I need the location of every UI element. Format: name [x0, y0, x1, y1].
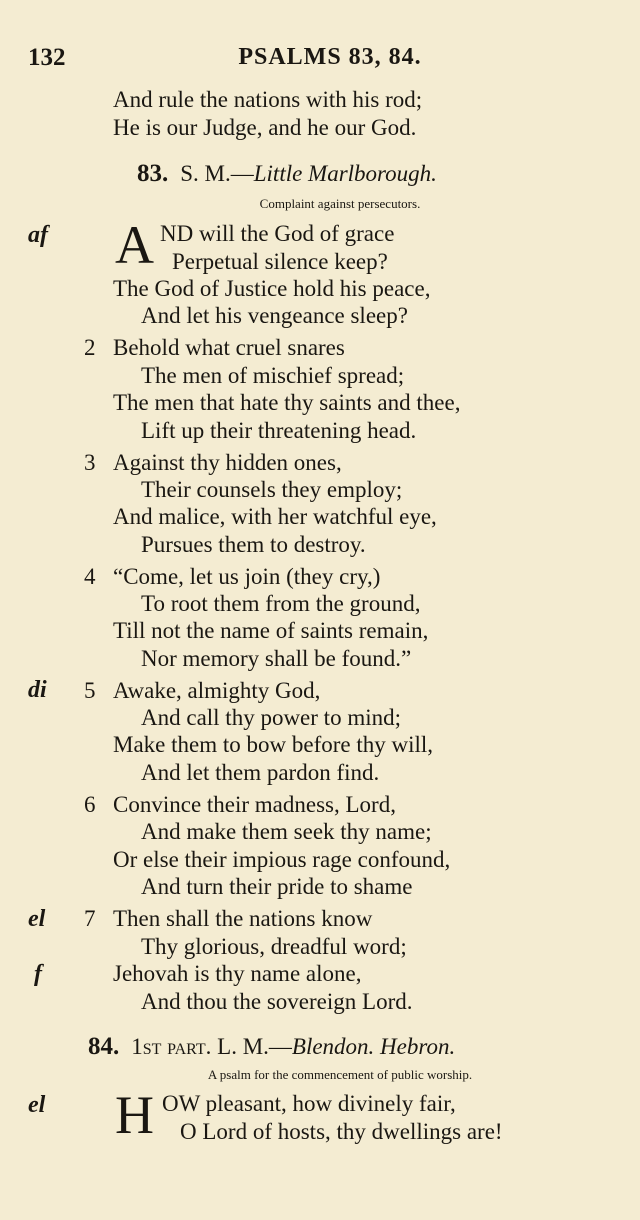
- verse-line: The men of mischief spread;: [141, 363, 405, 388]
- tune-name: Little Marlborough.: [253, 161, 437, 186]
- verse-line: Perpetual silence keep?: [172, 249, 388, 274]
- verse-line: Or else their impious rage confound,: [113, 847, 451, 872]
- verse-line: And turn their pride to shame: [141, 874, 413, 899]
- verse-line: And let them pardon find.: [141, 760, 380, 785]
- part-label: 1st part.: [131, 1034, 212, 1059]
- verse-number: 2: [84, 335, 96, 360]
- dynamic-mark: el: [28, 1092, 46, 1118]
- verse-line: The God of Justice hold his peace,: [113, 276, 431, 301]
- running-head: PSALMS 83, 84.: [238, 44, 422, 70]
- verse-line: Then shall the nations know: [113, 906, 373, 931]
- verse-line: Against thy hidden ones,: [113, 450, 342, 475]
- verse-number: 7: [84, 906, 96, 931]
- psalm-subtitle: A psalm for the commencement of public worship.: [207, 1067, 473, 1082]
- dynamic-mark: el: [28, 906, 46, 932]
- verse-line: Make them to bow before thy will,: [113, 732, 434, 757]
- verse-number: 6: [84, 792, 96, 817]
- verse-line: And malice, with her watchful eye,: [113, 504, 437, 529]
- verse-line: Nor memory shall be found.”: [141, 646, 412, 671]
- verse-line: And rule the nations with his rod;: [113, 87, 423, 112]
- verse-line: Convince their madness, Lord,: [113, 792, 396, 817]
- verse-line: O Lord of hosts, thy dwellings are!: [180, 1119, 503, 1144]
- verse-line: And call thy power to mind;: [141, 705, 401, 730]
- tune-name: Blendon. Hebron.: [291, 1034, 456, 1059]
- verse-number: 3: [84, 450, 96, 475]
- page-number: 132: [28, 44, 66, 71]
- verse-line: Awake, almighty God,: [113, 678, 321, 703]
- psalm-heading: [137, 160, 437, 188]
- verse-line: Lift up their threatening head.: [141, 418, 417, 443]
- meter: L. M.—: [217, 1034, 292, 1059]
- verse-line: Jehovah is thy name alone,: [113, 961, 362, 986]
- verse-line: OW pleasant, how divinely fair,: [162, 1091, 456, 1116]
- verse-line: Their counsels they employ;: [141, 477, 403, 502]
- verse-line: And thou the sovereign Lord.: [141, 989, 413, 1014]
- meter: S. M.—: [180, 161, 254, 186]
- verse-line: “Come, let us join (they cry,): [113, 564, 381, 589]
- verse-line: The men that hate thy saints and thee,: [113, 390, 461, 415]
- verse-line: And make them seek thy name;: [141, 819, 432, 844]
- dynamic-mark: f: [34, 961, 42, 987]
- verse-line: ND will the God of grace: [160, 221, 395, 246]
- psalm-subtitle: Complaint against persecutors.: [259, 196, 421, 211]
- verse-line: Thy glorious, dreadful word;: [141, 934, 407, 959]
- verse-line: He is our Judge, and he our God.: [113, 115, 417, 140]
- verse-line: Pursues them to destroy.: [141, 532, 366, 557]
- drop-cap: H: [115, 1085, 154, 1145]
- dynamic-mark: di: [28, 677, 47, 703]
- dynamic-mark: af: [28, 222, 48, 248]
- psalm-number: 83.: [137, 160, 169, 187]
- verse-line: And let his vengeance sleep?: [141, 303, 408, 328]
- psalm-heading: [88, 1033, 455, 1061]
- verse-line: Behold what cruel snares: [113, 335, 345, 360]
- verse-number: 5: [84, 678, 96, 703]
- psalm-number: 84.: [88, 1033, 120, 1060]
- verse-line: Till not the name of saints remain,: [113, 618, 429, 643]
- drop-cap: A: [115, 215, 154, 275]
- verse-line: To root them from the ground,: [141, 591, 421, 616]
- verse-number: 4: [84, 564, 96, 589]
